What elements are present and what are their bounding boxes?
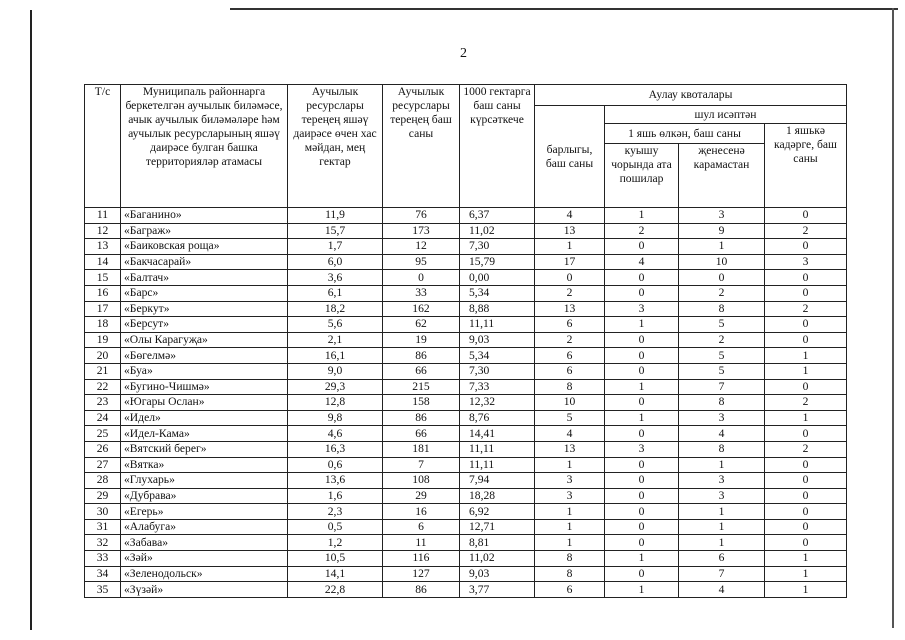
cell-area: 10,5 [288,551,383,567]
cell-no: 31 [85,519,121,535]
cell-no: 15 [85,270,121,286]
cell-total: 6 [535,348,605,364]
cell-no-sex: 1 [679,535,765,551]
cell-count: 66 [383,363,460,379]
table-row [85,239,847,255]
cell-density: 7,30 [460,363,535,379]
cell-males: 0 [605,363,679,379]
cell-no: 18 [85,317,121,333]
cell-area: 4,6 [288,426,383,442]
cell-density: 11,11 [460,317,535,333]
cell-total: 6 [535,317,605,333]
cell-no: 12 [85,223,121,239]
cell-no-sex: 8 [679,441,765,457]
cell-area: 15,7 [288,223,383,239]
table-row [85,504,847,520]
cell-name: «Бөгелмә» [121,348,288,364]
table-row [85,208,847,224]
header-quota: Аулау квоталары [535,85,847,106]
cell-no: 20 [85,348,121,364]
cell-density: 9,03 [460,566,535,582]
cell-no: 16 [85,285,121,301]
cell-no: 21 [85,363,121,379]
cell-under1: 0 [765,473,847,489]
cell-no-sex: 9 [679,223,765,239]
cell-males: 3 [605,441,679,457]
cell-total: 13 [535,301,605,317]
cell-under1: 0 [765,239,847,255]
cell-area: 6,0 [288,254,383,270]
cell-males: 0 [605,426,679,442]
quota-table [84,84,847,598]
cell-no-sex: 0 [679,270,765,286]
cell-density: 0,00 [460,270,535,286]
cell-name: «Глухарь» [121,473,288,489]
cell-count: 11 [383,535,460,551]
table-row [85,379,847,395]
cell-no-sex: 6 [679,551,765,567]
cell-name: «Егерь» [121,504,288,520]
cell-no: 24 [85,410,121,426]
cell-under1: 0 [765,535,847,551]
cell-name: «Балтач» [121,270,288,286]
table-row [85,301,847,317]
table-row [85,457,847,473]
cell-area: 0,6 [288,457,383,473]
cell-no: 35 [85,582,121,598]
table-row [85,441,847,457]
scan-edge-right [892,8,894,628]
cell-area: 1,2 [288,535,383,551]
cell-no: 25 [85,426,121,442]
cell-males: 0 [605,285,679,301]
cell-name: «Буа» [121,363,288,379]
cell-count: 66 [383,426,460,442]
table-row [85,582,847,598]
cell-total: 10 [535,395,605,411]
cell-no-sex: 3 [679,208,765,224]
table-body [85,208,847,598]
table-row [85,332,847,348]
cell-males: 4 [605,254,679,270]
cell-under1: 0 [765,504,847,520]
cell-area: 29,3 [288,379,383,395]
cell-area: 6,1 [288,285,383,301]
cell-name: «Барс» [121,285,288,301]
cell-count: 76 [383,208,460,224]
cell-under1: 2 [765,395,847,411]
scan-edge-top [230,8,898,10]
cell-area: 16,1 [288,348,383,364]
cell-name: «Вятский берег» [121,441,288,457]
cell-males: 0 [605,348,679,364]
cell-count: 215 [383,379,460,395]
cell-area: 1,6 [288,488,383,504]
cell-total: 5 [535,410,605,426]
cell-males: 3 [605,301,679,317]
cell-males: 1 [605,317,679,333]
cell-area: 3,6 [288,270,383,286]
table-row [85,317,847,333]
cell-males: 0 [605,457,679,473]
page-number: 2 [460,46,467,61]
cell-density: 12,32 [460,395,535,411]
cell-under1: 1 [765,363,847,379]
cell-density: 8,88 [460,301,535,317]
cell-density: 8,76 [460,410,535,426]
cell-no-sex: 3 [679,410,765,426]
header-including: шул исәптән [605,106,847,124]
cell-area: 9,0 [288,363,383,379]
cell-density: 12,71 [460,519,535,535]
header-over1: 1 яшь өлкән, баш саны [605,124,765,144]
table-row [85,535,847,551]
cell-no: 32 [85,535,121,551]
cell-count: 6 [383,519,460,535]
cell-count: 29 [383,488,460,504]
cell-area: 9,8 [288,410,383,426]
cell-count: 16 [383,504,460,520]
cell-name: «Дубрава» [121,488,288,504]
header-name: Муниципаль районнарга беркетелгән аучылык биләмәсе, ачык аучылык биләмәләре һәм аучылык ресурсларының яшәү даирәсе булган башка территорияләр атамасы [121,85,288,208]
cell-density: 11,11 [460,457,535,473]
cell-no-sex: 5 [679,363,765,379]
table-row [85,473,847,489]
table-row [85,223,847,239]
cell-name: «Забава» [121,535,288,551]
cell-area: 12,8 [288,395,383,411]
table-row [85,395,847,411]
cell-density: 18,28 [460,488,535,504]
cell-density: 7,33 [460,379,535,395]
header-under1: 1 яшькә кадәрге, баш саны [765,124,847,208]
header-no: Т/с [85,85,121,208]
cell-area: 2,1 [288,332,383,348]
cell-no-sex: 10 [679,254,765,270]
table-row [85,270,847,286]
cell-area: 2,3 [288,504,383,520]
cell-total: 13 [535,441,605,457]
cell-males: 0 [605,488,679,504]
cell-name: «Вятка» [121,457,288,473]
header-no-sex: җенесенә карамастан [679,144,765,208]
cell-under1: 1 [765,551,847,567]
cell-under1: 1 [765,410,847,426]
table-row [85,488,847,504]
cell-count: 0 [383,270,460,286]
table-row [85,254,847,270]
cell-name: «Алабуга» [121,519,288,535]
cell-name: «Баганино» [121,208,288,224]
cell-total: 3 [535,473,605,489]
cell-under1: 0 [765,488,847,504]
cell-under1: 0 [765,519,847,535]
cell-count: 162 [383,301,460,317]
cell-total: 6 [535,363,605,379]
cell-name: «Берсут» [121,317,288,333]
table-row [85,426,847,442]
cell-density: 7,94 [460,473,535,489]
cell-no: 29 [85,488,121,504]
cell-name: «Зүзәй» [121,582,288,598]
cell-under1: 2 [765,223,847,239]
cell-density: 8,81 [460,535,535,551]
table-row [85,519,847,535]
cell-under1: 0 [765,270,847,286]
cell-name: «Олы Карагуҗа» [121,332,288,348]
cell-density: 6,92 [460,504,535,520]
cell-no-sex: 1 [679,239,765,255]
cell-no-sex: 8 [679,395,765,411]
table-row [85,348,847,364]
cell-count: 181 [383,441,460,457]
cell-density: 5,34 [460,285,535,301]
cell-males: 0 [605,566,679,582]
cell-name: «Баграж» [121,223,288,239]
cell-males: 0 [605,332,679,348]
cell-no-sex: 3 [679,473,765,489]
cell-males: 0 [605,473,679,489]
cell-total: 1 [535,519,605,535]
cell-density: 11,02 [460,551,535,567]
cell-no-sex: 3 [679,488,765,504]
cell-no-sex: 4 [679,426,765,442]
cell-count: 12 [383,239,460,255]
cell-density: 15,79 [460,254,535,270]
cell-no-sex: 7 [679,379,765,395]
cell-density: 7,30 [460,239,535,255]
cell-area: 0,5 [288,519,383,535]
cell-under1: 0 [765,285,847,301]
cell-name: «Зеленодольск» [121,566,288,582]
cell-area: 1,7 [288,239,383,255]
cell-no-sex: 8 [679,301,765,317]
cell-density: 11,02 [460,223,535,239]
cell-total: 1 [535,535,605,551]
cell-total: 2 [535,285,605,301]
cell-count: 158 [383,395,460,411]
cell-males: 0 [605,239,679,255]
table-row [85,410,847,426]
cell-total: 6 [535,582,605,598]
cell-males: 2 [605,223,679,239]
cell-under1: 0 [765,317,847,333]
cell-under1: 1 [765,566,847,582]
cell-name: «Бакчасарай» [121,254,288,270]
cell-total: 4 [535,208,605,224]
header-males: куышу чорында ата пошилар [605,144,679,208]
cell-count: 86 [383,348,460,364]
cell-count: 33 [383,285,460,301]
cell-no: 22 [85,379,121,395]
cell-total: 1 [535,504,605,520]
cell-males: 0 [605,535,679,551]
table-row [85,363,847,379]
cell-under1: 3 [765,254,847,270]
header-count: Аучылык ресурслары тереңең баш саны [383,85,460,208]
cell-count: 62 [383,317,460,333]
cell-area: 13,6 [288,473,383,489]
cell-under1: 0 [765,457,847,473]
cell-area: 11,9 [288,208,383,224]
cell-males: 1 [605,379,679,395]
cell-total: 8 [535,566,605,582]
cell-no: 11 [85,208,121,224]
cell-no: 13 [85,239,121,255]
table-row [85,551,847,567]
cell-area: 18,2 [288,301,383,317]
table-row [85,566,847,582]
cell-total: 2 [535,332,605,348]
cell-count: 127 [383,566,460,582]
cell-under1: 2 [765,441,847,457]
table-row [85,285,847,301]
cell-density: 3,77 [460,582,535,598]
scan-edge-left [30,10,32,630]
cell-no: 19 [85,332,121,348]
cell-under1: 2 [765,301,847,317]
header-total: барлыгы, баш саны [535,106,605,208]
cell-under1: 0 [765,426,847,442]
header-area: Аучылык ресурслары тереңең яшәү даирәсе өчен хас мәйдан, мең гектар [288,85,383,208]
cell-no: 17 [85,301,121,317]
cell-no-sex: 5 [679,317,765,333]
cell-males: 1 [605,410,679,426]
cell-males: 1 [605,582,679,598]
cell-density: 6,37 [460,208,535,224]
cell-name: «Идел» [121,410,288,426]
cell-no-sex: 7 [679,566,765,582]
cell-total: 3 [535,488,605,504]
cell-count: 7 [383,457,460,473]
cell-males: 1 [605,551,679,567]
cell-count: 116 [383,551,460,567]
cell-total: 8 [535,551,605,567]
cell-area: 14,1 [288,566,383,582]
cell-no-sex: 4 [679,582,765,598]
cell-count: 95 [383,254,460,270]
cell-no: 34 [85,566,121,582]
cell-name: «Югары Ослан» [121,395,288,411]
cell-density: 14,41 [460,426,535,442]
cell-total: 0 [535,270,605,286]
cell-count: 86 [383,410,460,426]
cell-name: «Беркут» [121,301,288,317]
cell-under1: 0 [765,332,847,348]
cell-density: 9,03 [460,332,535,348]
cell-males: 0 [605,504,679,520]
cell-name: «Зәй» [121,551,288,567]
cell-no-sex: 1 [679,457,765,473]
cell-count: 173 [383,223,460,239]
cell-no-sex: 1 [679,504,765,520]
cell-under1: 1 [765,582,847,598]
cell-name: «Идел-Кама» [121,426,288,442]
cell-total: 13 [535,223,605,239]
cell-no: 27 [85,457,121,473]
cell-males: 1 [605,208,679,224]
cell-no: 28 [85,473,121,489]
cell-total: 1 [535,239,605,255]
cell-no-sex: 2 [679,285,765,301]
cell-count: 19 [383,332,460,348]
cell-density: 11,11 [460,441,535,457]
cell-area: 5,6 [288,317,383,333]
cell-males: 0 [605,395,679,411]
cell-no-sex: 1 [679,519,765,535]
cell-under1: 1 [765,348,847,364]
cell-area: 22,8 [288,582,383,598]
cell-males: 0 [605,270,679,286]
header-density: 1000 гектарга баш саны күрсәткече [460,85,535,208]
cell-no-sex: 5 [679,348,765,364]
cell-no: 23 [85,395,121,411]
cell-no: 14 [85,254,121,270]
cell-count: 108 [383,473,460,489]
cell-total: 1 [535,457,605,473]
cell-count: 86 [383,582,460,598]
cell-no-sex: 2 [679,332,765,348]
cell-name: «Бугино-Чишмә» [121,379,288,395]
cell-name: «Баиковская роща» [121,239,288,255]
cell-no: 30 [85,504,121,520]
cell-no: 26 [85,441,121,457]
cell-under1: 0 [765,208,847,224]
cell-males: 0 [605,519,679,535]
cell-total: 8 [535,379,605,395]
cell-density: 5,34 [460,348,535,364]
cell-area: 16,3 [288,441,383,457]
cell-under1: 0 [765,379,847,395]
cell-total: 17 [535,254,605,270]
cell-no: 33 [85,551,121,567]
cell-total: 4 [535,426,605,442]
